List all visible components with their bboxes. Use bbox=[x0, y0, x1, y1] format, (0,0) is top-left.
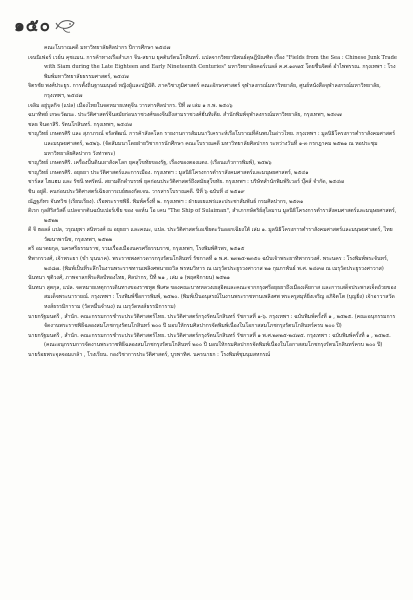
bibliography-entry: ตรี อมาตยกุล, นครศรีธรรมราช, รวมเรื่องเมืองนครศรีธรรมราช, กรุงเทพฯ, โรงพิมพ์ศิวพร, ๒๕๑๕ bbox=[28, 246, 245, 253]
bibliography-entry: ชาญวิทย์ เกษตรศิริ. เครื่องปั้นดินเผาสังคโลก ยุคสุโขทัยของรัฐ, เรื่องของตองแตง. (เรือนแก้วการพิมพ์), ๒๕๒๖ bbox=[28, 160, 272, 167]
bibliography-entry: ชลธ จินดาสิริ. รัตนโกสินทร์. กรุงเทพฯ, ๒๕๔๗ bbox=[28, 121, 132, 128]
bibliography-entry: ฉนาทิพย์ เกษะวัฒนะ. ประวัติศาสตร์จีนสมัยก่อนราชวงศ์ของจีนถึงสามราชวงศ์ฮั่นทิเตีย. สำนักพิมพ์จุฬาลงกรณ์มหาวิทยาลัย, กรุงเทพฯ, ๒๕๓๗ bbox=[28, 112, 342, 119]
bibliography-entry: ทิพากรวงศ์, เจ้าพระยา (ขำ บุนนาค). พระราชพงศาวดารกรุงรัตนโกสินทร์ รัชกาลที่ ๑ พ.ศ. ๒๓๒๕-๒๓๕๐ ฉบับเจ้าพระยาทิพากรวงศ์. พระนคร : โรงพิมพ์พระจันทร์, ๒๔๘๗. (พิมพ์เป็นที่ระลึกในงานพระราชทานเพลิงศพนายถวิล พรหมวิหาร ณ เมรุวัดประยูรวงศาวาส ๒๑ กุมภาพันธ์ พ.ศ. ๒๔๙๗ ณ เมรุวัดประยูรวงศาวาส) bbox=[28, 256, 389, 272]
bibliography-entry: ดิเรก กุลสิริสวัสดิ์ แปลจากต้นฉบับเปอร์เซีย ของ จอห์น โอ เคน "The Ship of Sulaiman", สำเภากษัตริย์สุไลมาน มูลนิธิโครงการตำราสังคมศาสตร์และมนุษยศาสตร์, ๒๕๒๒ bbox=[28, 208, 397, 224]
bibliography-entry: นันทนา สุตกุล, แปล. จดหมายเหตุการเดินทางของราชทูต พิเศษ ของคณะบาทหลวงเยสุอิตและคณะจากกรุงศรีอยุธยาถึงเมืองเคียกาส และการเสด็จประพาสเจ็ดถ้วยของสมเด็จพระนารายณ์. กรุงเทพฯ : โรงพิมพ์ชื่อการพิมพ์, ๒๕๒๐. (พิมพ์เป็นอนุสรณ์ในงานพระราชทานเพลิงศพ พระครูสมุห์ยิ่งเจริญ อภิจิตโต (บุญยิ่ง) เจ้าอาวาสวัดหงส์ธรรมิการาม (วัดหมื่นจำนง) ณ เมรุวัดหงส์ธรรมิการาม) bbox=[28, 284, 397, 311]
bibliography-entry: จิตรชัย พงศ์ประยูร. การตั้งถิ่นฐานมนุษย์ หญิงผู้และปฏิบัติ. ภาควิชาภูมิศาสตร์ คณะอักษรศาสตร์ จุฬาลงกรณ์มหาวิทยาลัย, ศูนย์หนังสือจุฬาลงกรณ์มหาวิทยาลัย, กรุงเทพฯ, ๒๕๔๗ bbox=[28, 83, 381, 99]
bibliography-entry: ชาร์ลส ไฮแฮม และ รัชนี ทศรัตน์. สยามดึกดำบรรพ์ ยุคก่อนประวัติศาสตร์ถึงสมัยสุโขทัย. กรุงเทพฯ : บริษัทสำนักพิมพ์ริเวอร์ บุ๊คส์ จำกัด, ๒๕๔๗ bbox=[28, 179, 345, 186]
bibliography-entry: ชิน อยู่ดี. คนก่อนประวัติศาสตร์เฉียงการเบย์ฮองกัดเจน. วารสารโบราณคดี. ปีที่ ๖ ฉบับที่ ๔ ๒๕๑๙ bbox=[28, 188, 245, 195]
bibliography-entry: เจนนิเฟอร์ เวย์น คุชแมน. การค้าทางเรือสำเภา จีน-สยาม ยุคต้นรัตนโกสินทร์. แปลจากวิทยานิพนธ์ดุษฎีบัณฑิต เรื่อง "Fields from the Sea : Chinese Junk Trade with Siam during the Late Eighteen and Early Nineteenth Centuries" มหาวิทยาลัยคอร์เนลล์ ค.ศ.๑๙๗๕ โดยชื่นจิตต์ อำไพพรรณ. กรุงเทพฯ : โรงพิมพ์มหาวิทยาลัยธรรมศาสตร์, ๒๕๔๗ bbox=[28, 54, 397, 80]
bibliography-entry: ชาญวิทย์ เกษตรศิริ. อยุธยา ประวัติศาสตร์และการเมือง. กรุงเทพฯ : มูลนิธิโครงการตำราสังคมศาสตร์และมนุษยศาสตร์, ๒๕๔๑ bbox=[28, 169, 309, 176]
bibliography-entry: ดี จี ฮอลล์ แปล, วรุณยุพา สนิทวงศ์ ณ อยุธยา และคณะ, แปล. ประวัติศาสตร์เอเชียตะวันออกเฉียงใต้ เล่ม ๑. มูลนิธิโครงการตำราสังคมศาสตร์และมนุษยศาสตร์, ไทยวัฒนาพานิช, กรุงเทพฯ, ๒๕๒๒ bbox=[28, 227, 393, 243]
bibliography-entry: คณะโบราณคดี มหาวิทยาลัยศิลปากร ปีการศึกษา ๒๕๔๗ bbox=[44, 45, 171, 51]
page-number: ๑๕๐ bbox=[14, 15, 52, 36]
bibliography-list bbox=[28, 44, 400, 361]
fish-ornament-icon bbox=[55, 14, 77, 36]
bibliography-entry: นายกรัฐมนตรี , สำนัก. คณะกรรมการชำระประวัติศาสตร์ไทย. ประวัติศาสตร์กรุงรัตนโกสินทร์ รัชกาลที่ ๑ พ.ศ.๒๓๒๕-๒๔๗๕. กรุงเทพฯ : ฉบับพิมพ์ครั้งที่ ๑ , ๒๕๒๕. (คณะอนุกรรมการจัดงานพระราชพิธีฉลองสมโภชกรุงรัตนโกสินทร์ ๒๐๐ ปี มอบให้กรมศิลปากรจัดพิมพ์เนื่องในโอกาสสมโภชกรุงรัตนโกสินทร์ครบ ๒๐๐ ปี) bbox=[28, 332, 391, 349]
bibliography-entry: ชาญวิทย์ เกษตรศิริ และ สุภาภรณ์ จรัลพัฒน์. การค้าสังคโลก รายงานการสัมมนาวิเคราะห์เรือโบราณที่ค้นพบในอ่าวไทย. กรุงเทพฯ : มูลนิธิโครงการตำราสังคมศาสตร์และมนุษยศาสตร์, ๒๕๒๖. (จัดสัมมนาโดยฝ่ายวิชาการนักศึกษา คณะโบราณคดี มหาวิทยาลัยศิลปากร ระหว่างวันที่ ๑-๓ กรกฎาคม ๒๕๒๑ ณ หอประชุมมหาวิทยาลัยศิลปากร วังท่าพระ) bbox=[28, 131, 396, 157]
bibliography-entry: นายกรัฐมนตรี , สำนัก. คณะกรรมการชำระประวัติศาสตร์ไทย. ประวัติศาสตร์กรุงรัตนโกสินทร์ รัชกาลที่ ๑-๖. กรุงเทพฯ : ฉบับพิมพ์ครั้งที่ ๑ , ๒๕๒๕. (คณะอนุกรรมการจัดงานพระราชพิธีฉลองสมโภชกรุงรัตนโกสินทร์ ๒๐๐ ปี มอบให้กรมศิลปากรจัดพิมพ์เนื่องในโอกาสสมโภชกรุงรัตนโกสินทร์ครบ ๒๐๐ ปี) bbox=[28, 313, 396, 330]
bibliography-entry: ณัฏฐภัทร จันทวิช (เรียบเรียง). เรือพระราชพิธี. พิมพ์ครั้งที่ ๒. กรุงเทพฯ : ฝ่ายเผยแพร่และประชาสัมพันธ์ กรมศิลปากร, ๒๕๓๑ bbox=[28, 198, 304, 205]
bibliography-entry: เจลิม อยู่บูลกิจ (แปล) เมืองไทยในจดหมายเหตุจีน วารสารศิลปากร. ปีที่ ๗ เล่ม ๑ ก.พ. ๒๕๐๖ bbox=[28, 102, 233, 109]
bibliography-entry: นายร้อยพระจุลจอมเกล้า , โรงเรียน. กองวิชาการประวัติศาสตร์, บูรพาทิศ. นครนายก : โรงพิมพ์ชุมนุมสหกรณ์ bbox=[28, 352, 271, 358]
page-header bbox=[14, 10, 77, 40]
bibliography-entry: นันทนา ชุติวงศ์, ภาพจาลกพีระศิลป์ทองไทย, ศิลปากร, ปีที่ ๒๑ , เล่ม ๑ (พฤศจิกายน) ๒๕๒๑ bbox=[28, 275, 230, 282]
